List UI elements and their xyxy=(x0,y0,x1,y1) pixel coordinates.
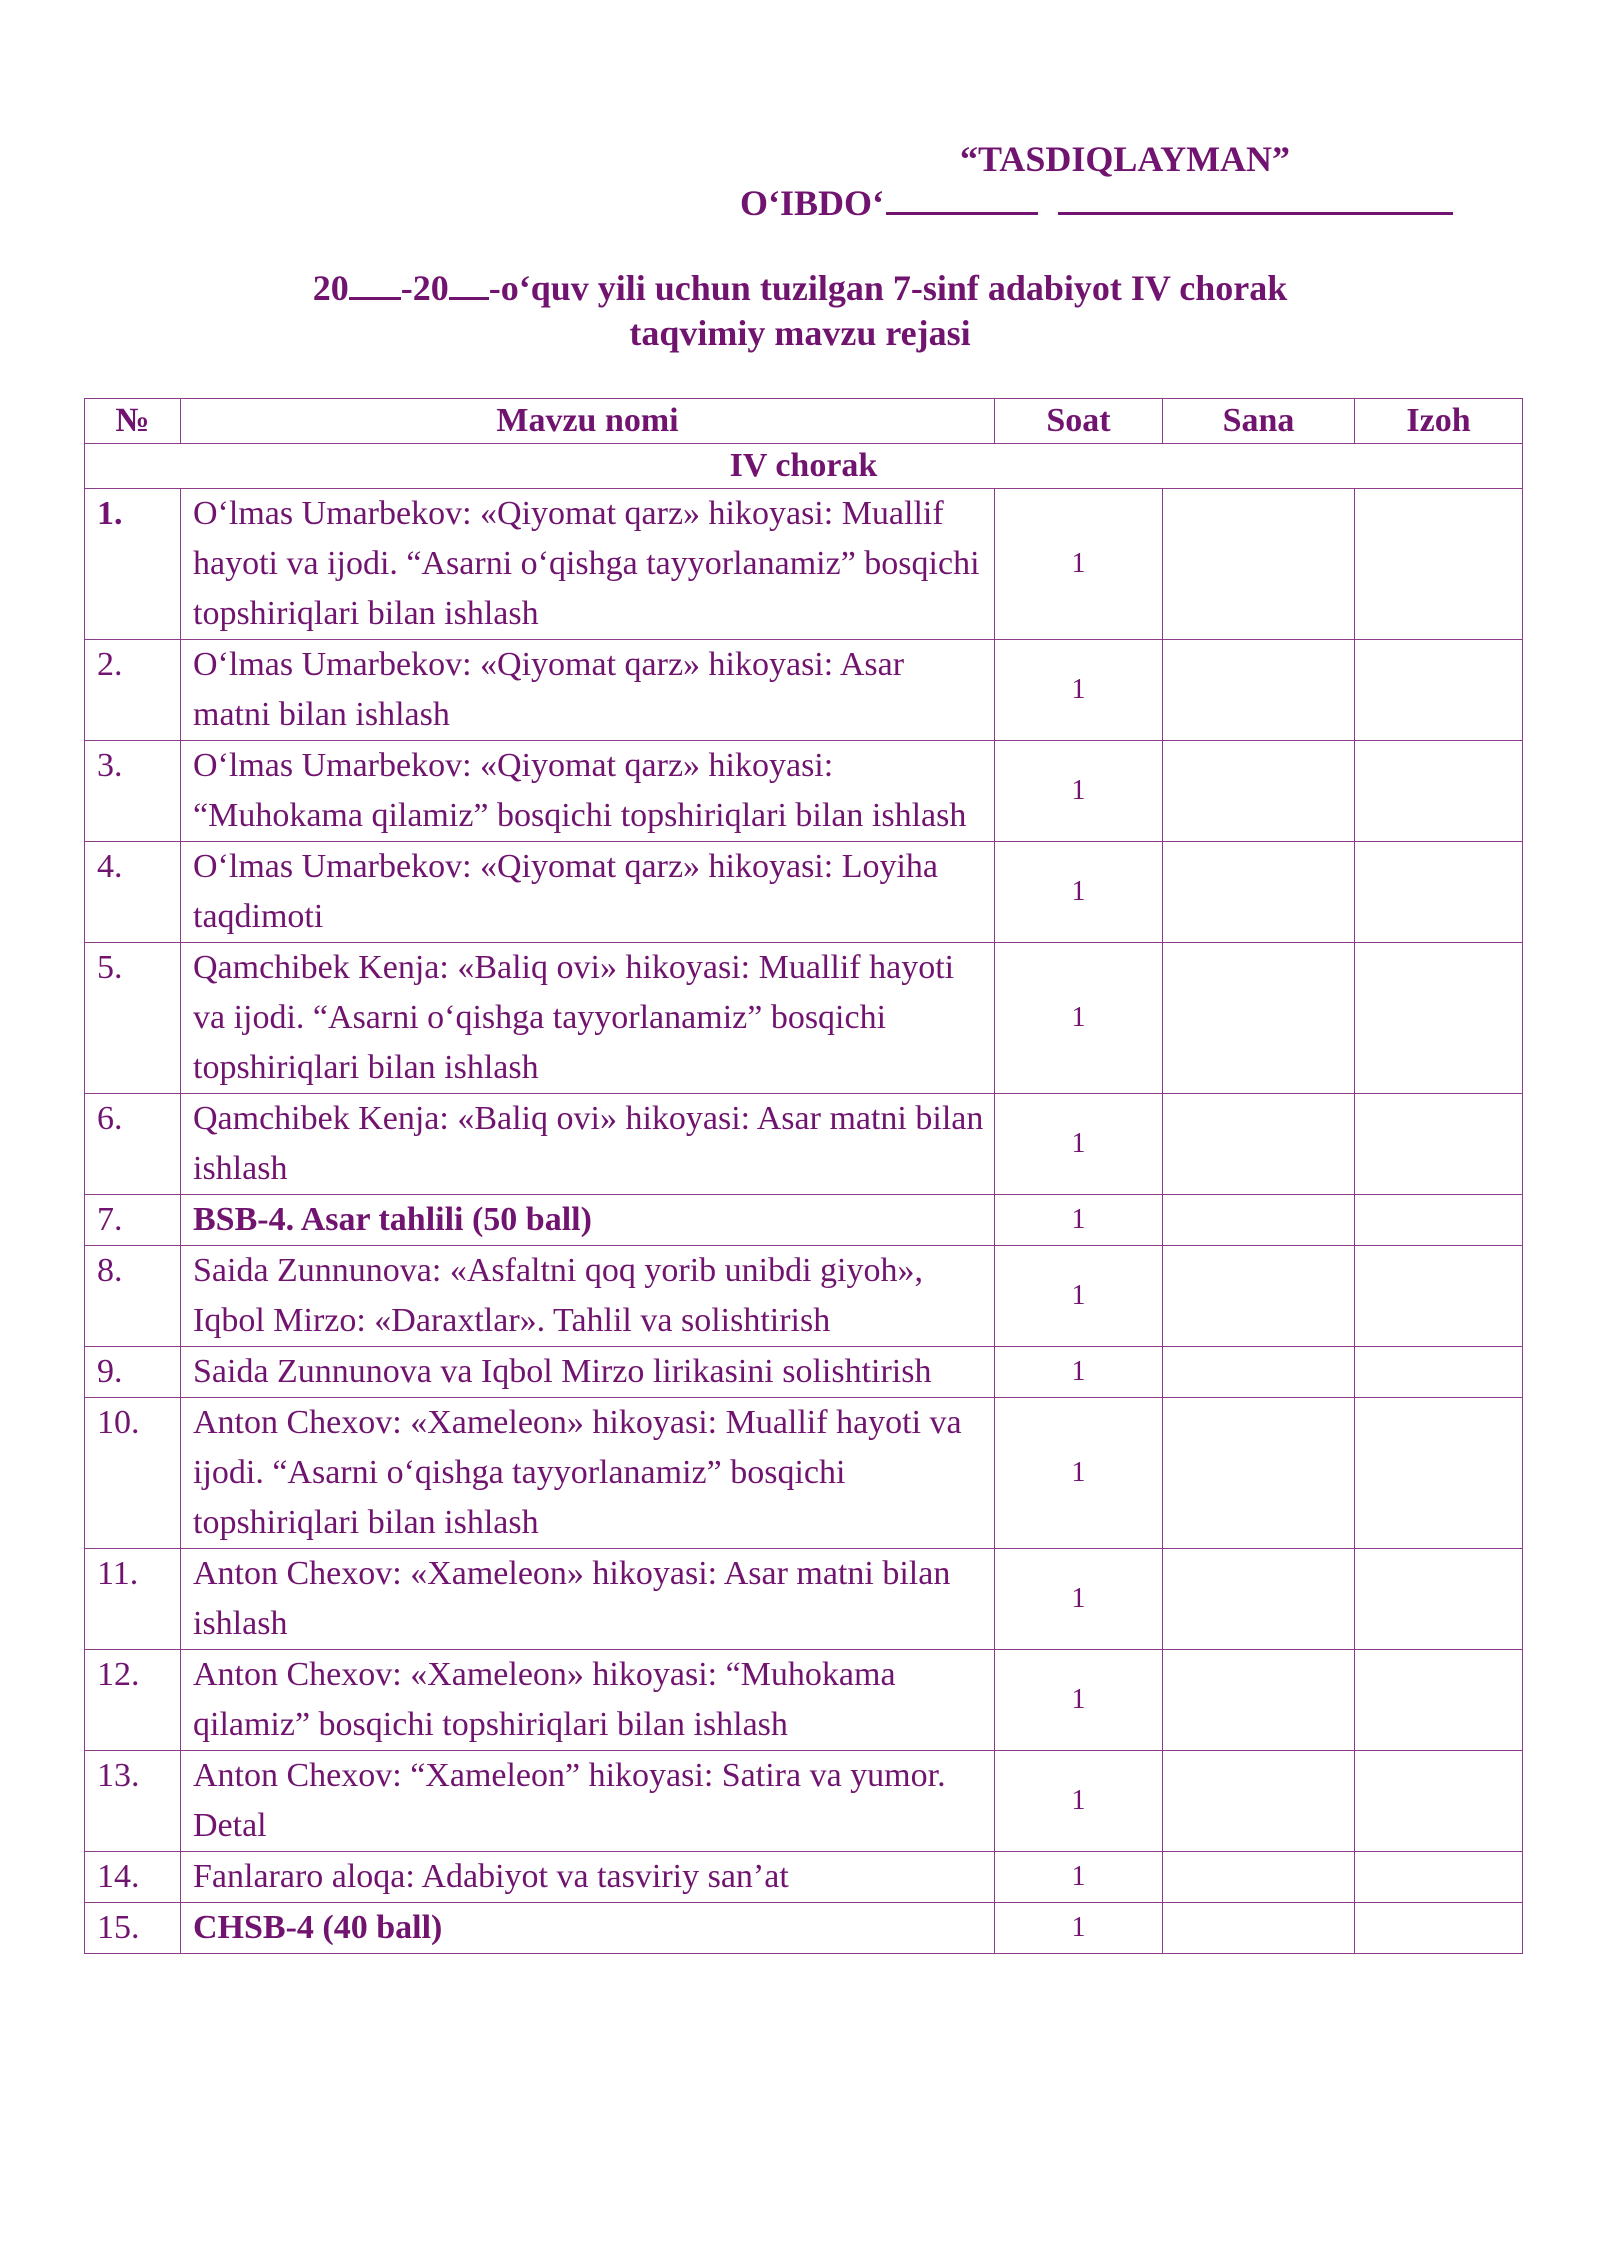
row-hours: 1 xyxy=(995,489,1163,640)
row-number: 7. xyxy=(85,1195,181,1246)
row-note xyxy=(1355,1650,1523,1751)
row-hours: 1 xyxy=(995,1246,1163,1347)
row-note xyxy=(1355,1903,1523,1954)
table-row xyxy=(85,1751,1523,1852)
row-date xyxy=(1163,1903,1355,1954)
table-header-row xyxy=(85,399,1523,444)
table-row xyxy=(85,1650,1523,1751)
table-row xyxy=(85,640,1523,741)
row-date xyxy=(1163,1852,1355,1903)
row-topic: Saida Zunnunova va Iqbol Mirzo lirikasini solishtirish xyxy=(181,1347,995,1398)
section-label: IV chorak xyxy=(85,444,1523,489)
year-blank-1 xyxy=(349,267,401,300)
row-date xyxy=(1163,1246,1355,1347)
row-note xyxy=(1355,943,1523,1094)
section-row xyxy=(85,444,1523,489)
row-date xyxy=(1163,1195,1355,1246)
row-note xyxy=(1355,489,1523,640)
row-topic: O‘lmas Umarbekov: «Qiyomat qarz» hikoyasi: Asar matni bilan ishlash xyxy=(181,640,995,741)
row-topic: Anton Chexov: “Xameleon” hikoyasi: Satira va yumor. Detal xyxy=(181,1751,995,1852)
row-hours: 1 xyxy=(995,1751,1163,1852)
title-line-1: 20 -20 -o‘quv yili uchun tuzilgan 7-sinf adabiyot IV chorak xyxy=(312,268,1288,308)
row-number: 13. xyxy=(85,1751,181,1852)
row-topic: BSB-4. Asar tahlili (50 ball) xyxy=(181,1195,995,1246)
row-hours: 1 xyxy=(995,1094,1163,1195)
row-number: 4. xyxy=(85,842,181,943)
row-note xyxy=(1355,1751,1523,1852)
row-hours: 1 xyxy=(995,741,1163,842)
row-date xyxy=(1163,741,1355,842)
row-number: 14. xyxy=(85,1852,181,1903)
row-topic: Anton Chexov: «Xameleon» hikoyasi: Asar matni bilan ishlash xyxy=(181,1549,995,1650)
row-topic: Qamchibek Kenja: «Baliq ovi» hikoyasi: Muallif hayoti va ijodi. “Asarni o‘qishga tayyorlanamiz” bosqichi topshiriqlari bilan ishlash xyxy=(181,943,995,1094)
row-hours: 1 xyxy=(995,943,1163,1094)
row-number: 15. xyxy=(85,1903,181,1954)
table-row xyxy=(85,842,1523,943)
row-date xyxy=(1163,1650,1355,1751)
table-row xyxy=(85,1246,1523,1347)
lesson-plan-table xyxy=(84,398,1523,1954)
director-label: O‘IBDO‘ xyxy=(740,183,884,223)
row-number: 6. xyxy=(85,1094,181,1195)
row-date xyxy=(1163,1398,1355,1549)
row-topic: Anton Chexov: «Xameleon» hikoyasi: “Muhokama qilamiz” bosqichi topshiriqlari bilan ishlash xyxy=(181,1650,995,1751)
row-note xyxy=(1355,842,1523,943)
row-note xyxy=(1355,1398,1523,1549)
table-row xyxy=(85,1903,1523,1954)
row-topic: Fanlararo aloqa: Adabiyot va tasviriy san’at xyxy=(181,1852,995,1903)
row-topic: Anton Chexov: «Xameleon» hikoyasi: Muallif hayoti va ijodi. “Asarni o‘qishga tayyorlanamiz” bosqichi topshiriqlari bilan ishlash xyxy=(181,1398,995,1549)
row-hours: 1 xyxy=(995,1398,1163,1549)
table-row xyxy=(85,1398,1523,1549)
row-hours: 1 xyxy=(995,1650,1163,1751)
document-title xyxy=(0,266,1600,356)
table-row xyxy=(85,1094,1523,1195)
row-date xyxy=(1163,943,1355,1094)
row-number: 1. xyxy=(85,489,181,640)
header-soat: Soat xyxy=(995,399,1163,444)
table-row xyxy=(85,1549,1523,1650)
row-topic: CHSB-4 (40 ball) xyxy=(181,1903,995,1954)
row-topic: Saida Zunnunova: «Asfaltni qoq yorib unibdi giyoh», Iqbol Mirzo: «Daraxtlar». Tahlil va solishtirish xyxy=(181,1246,995,1347)
row-number: 11. xyxy=(85,1549,181,1650)
table-row xyxy=(85,1852,1523,1903)
signature-blank xyxy=(886,182,1038,215)
row-date xyxy=(1163,640,1355,741)
director-signature-line xyxy=(740,182,1453,224)
approval-heading: “TASDIQLAYMAN” xyxy=(960,139,1291,179)
row-topic: O‘lmas Umarbekov: «Qiyomat qarz» hikoyasi: Muallif hayoti va ijodi. “Asarni o‘qishga tayyorlanamiz” bosqichi topshiriqlari bilan ishlash xyxy=(181,489,995,640)
row-number: 5. xyxy=(85,943,181,1094)
row-number: 8. xyxy=(85,1246,181,1347)
row-date xyxy=(1163,1549,1355,1650)
row-note xyxy=(1355,1195,1523,1246)
row-note xyxy=(1355,1347,1523,1398)
row-date xyxy=(1163,1751,1355,1852)
table-row xyxy=(85,943,1523,1094)
row-topic: O‘lmas Umarbekov: «Qiyomat qarz» hikoyasi: “Muhokama qilamiz” bosqichi topshiriqlari bilan ishlash xyxy=(181,741,995,842)
table-row xyxy=(85,1195,1523,1246)
row-date xyxy=(1163,842,1355,943)
table-row xyxy=(85,489,1523,640)
row-note xyxy=(1355,1852,1523,1903)
row-hours: 1 xyxy=(995,1852,1163,1903)
row-note xyxy=(1355,1094,1523,1195)
row-date xyxy=(1163,1094,1355,1195)
year-blank-2 xyxy=(449,267,489,300)
row-hours: 1 xyxy=(995,1549,1163,1650)
name-blank xyxy=(1058,182,1453,215)
row-note xyxy=(1355,1549,1523,1650)
row-topic: Qamchibek Kenja: «Baliq ovi» hikoyasi: Asar matni bilan ishlash xyxy=(181,1094,995,1195)
header-izoh: Izoh xyxy=(1355,399,1523,444)
row-number: 3. xyxy=(85,741,181,842)
row-topic: O‘lmas Umarbekov: «Qiyomat qarz» hikoyasi: Loyiha taqdimoti xyxy=(181,842,995,943)
row-number: 9. xyxy=(85,1347,181,1398)
table-row xyxy=(85,741,1523,842)
title-line-2: taqvimiy mavzu rejasi xyxy=(629,313,971,353)
header-num: № xyxy=(85,399,181,444)
row-hours: 1 xyxy=(995,640,1163,741)
row-date xyxy=(1163,489,1355,640)
row-hours: 1 xyxy=(995,842,1163,943)
row-number: 10. xyxy=(85,1398,181,1549)
row-number: 12. xyxy=(85,1650,181,1751)
row-hours: 1 xyxy=(995,1195,1163,1246)
header-topic: Mavzu nomi xyxy=(181,399,995,444)
row-note xyxy=(1355,741,1523,842)
row-note xyxy=(1355,640,1523,741)
table-row xyxy=(85,1347,1523,1398)
row-hours: 1 xyxy=(995,1347,1163,1398)
row-number: 2. xyxy=(85,640,181,741)
row-note xyxy=(1355,1246,1523,1347)
row-hours: 1 xyxy=(995,1903,1163,1954)
header-sana: Sana xyxy=(1163,399,1355,444)
row-date xyxy=(1163,1347,1355,1398)
